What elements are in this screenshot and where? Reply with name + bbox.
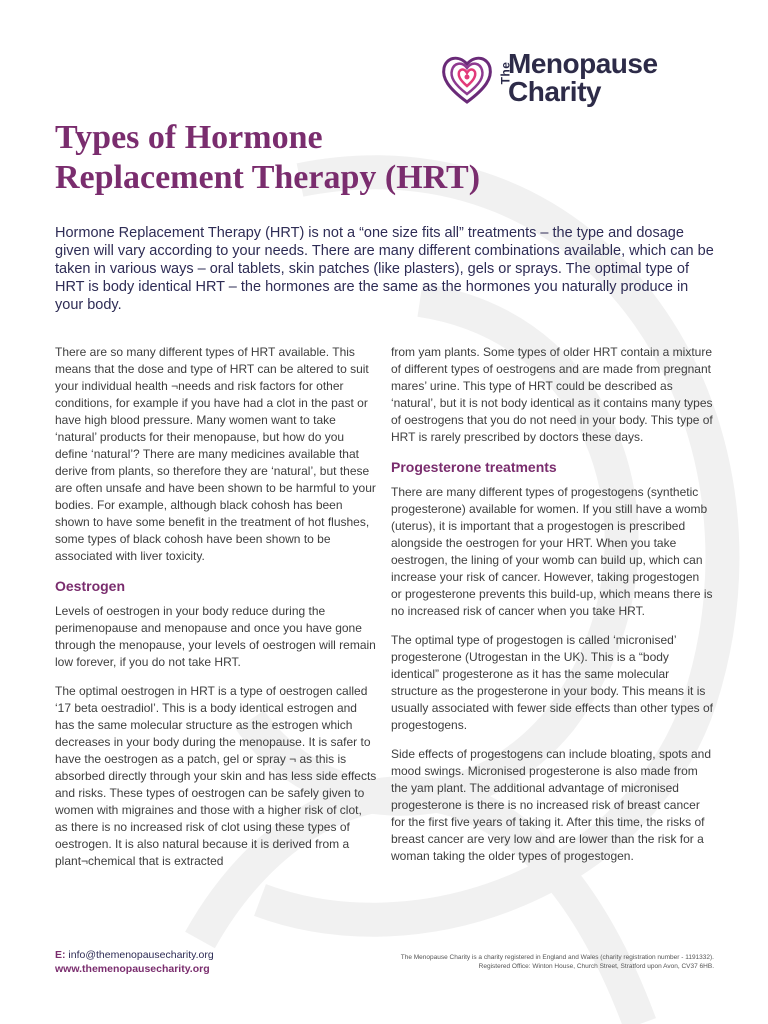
title-line-2: Replacement Therapy (HRT) [55, 159, 481, 196]
logo-wordmark [508, 50, 658, 106]
section-heading-oestrogen: Oestrogen [55, 578, 126, 594]
section-heading-progesterone: Progesterone treatments [391, 459, 557, 475]
legal-line-2: Registered Office: Winton House, Church Street, Stratford upon Avon, CV37 6HB. [478, 963, 714, 970]
logo-line-menopause: Menopause [508, 48, 658, 79]
body-paragraph: There are many different types of progestogens (synthetic progesterone) available for women. If you still have a womb (uterus), it is important that a progestogen is prescribed alongside the oestrogen for your HRT. When you take oestrogen, the lining of your womb can build up, which can increase your risk of cancer. However, taking progestogen or progesterone prevents this build-up, which means there is no increased risk of cancer when you take HRT. [391, 485, 713, 618]
footer-legal [294, 953, 714, 971]
heart-spiral-icon [438, 48, 496, 108]
body-paragraph: The optimal type of progestogen is called ‘micronised’ progesterone (Utrogestan in the UK). This is a “body identical” progesterone as it has the same molecular structure as the progesterone in your body. This means it is usually associated with fewer side effects than other types of progestogens. [391, 633, 713, 732]
body-paragraph: Levels of oestrogen in your body reduce during the perimenopause and menopause and once you have gone through the menopause, your levels of oestrogen will remain low forever, if you do not take HRT. [55, 604, 376, 669]
body-paragraph: from yam plants. Some types of older HRT contain a mixture of different types of oestrogens and are made from pregnant mares’ urine. This type of HRT could be described as ‘natural’, but it is not body identical as it contains many types of oestrogens that you do not need in your body. This type of HRT is rarely prescribed by doctors these days. [391, 345, 713, 444]
body-paragraph: The optimal oestrogen in HRT is a type of oestrogen called ‘17 beta oestradiol’. This is a body identical estrogen and has the same molecular structure as the estrogen which decreases in your body during the menopause. It is safer to have the oestrogen as a patch, gel or spray ¬ as this is absorbed directly through your skin and has less side effects and risks. These types of oestrogen can be safely given to women with migraines and those with a higher risk of clot, as there is no increased risk of clot using these types of oestrogen. It is also natural because it is derived from a plant¬chemical that is extracted [55, 684, 377, 868]
logo-line-charity: Charity [508, 76, 601, 107]
footer-contact [55, 948, 214, 976]
intro-paragraph: Hormone Replacement Therapy (HRT) is not a “one size fits all” treatments – the type and dosage given will vary according to your needs. There are many different combinations available, which can be taken in various ways – oral tablets, skin patches (like plasters), gels or sprays. The optimal type of HRT is body identical HRT – the hormones are the same as the hormones you naturally produce in your body. [55, 225, 714, 313]
left-column [55, 344, 377, 882]
website-link[interactable]: www.themenopausecharity.org [55, 963, 210, 975]
right-column [391, 344, 713, 877]
body-paragraph: There are so many different types of HRT available. This means that the dose and type of HRT can be altered to suit your individual health ¬needs and risk factors for other conditions, for example if you have had a clot in the past or have high blood pressure. Many women want to take ‘natural’ products for their menopause, but how do you define ‘natural’? There are many medicines available that derive from plants, so therefore they are ‘natural’, but these are often unsafe and have been shown to be harmful to your bodies. For example, although black cohosh has been shown to have some benefit in the treatment of hot flushes, some types of black cohosh have been shown to be associated with liver toxicity. [55, 345, 376, 563]
email-label: E: [55, 949, 66, 961]
page-title [55, 118, 675, 198]
charity-logo [438, 46, 738, 118]
logo-the-text: The [498, 61, 513, 85]
email-link[interactable]: info@themenopausecharity.org [68, 949, 214, 961]
legal-line-1: The Menopause Charity is a charity registered in England and Wales (charity registration number - 1191332). [400, 954, 714, 961]
body-paragraph: Side effects of progestogens can include bloating, spots and mood swings. Micronised progesterone is also made from the yam plant. The additional advantage of micronised progesterone is there is no increased risk of breast cancer for the first five years of taking it. After this time, the risks of breast cancer are very low and are lower than the risk for a woman taking the older types of progestogen. [391, 747, 711, 863]
title-line-1: Types of Hormone [55, 119, 323, 156]
